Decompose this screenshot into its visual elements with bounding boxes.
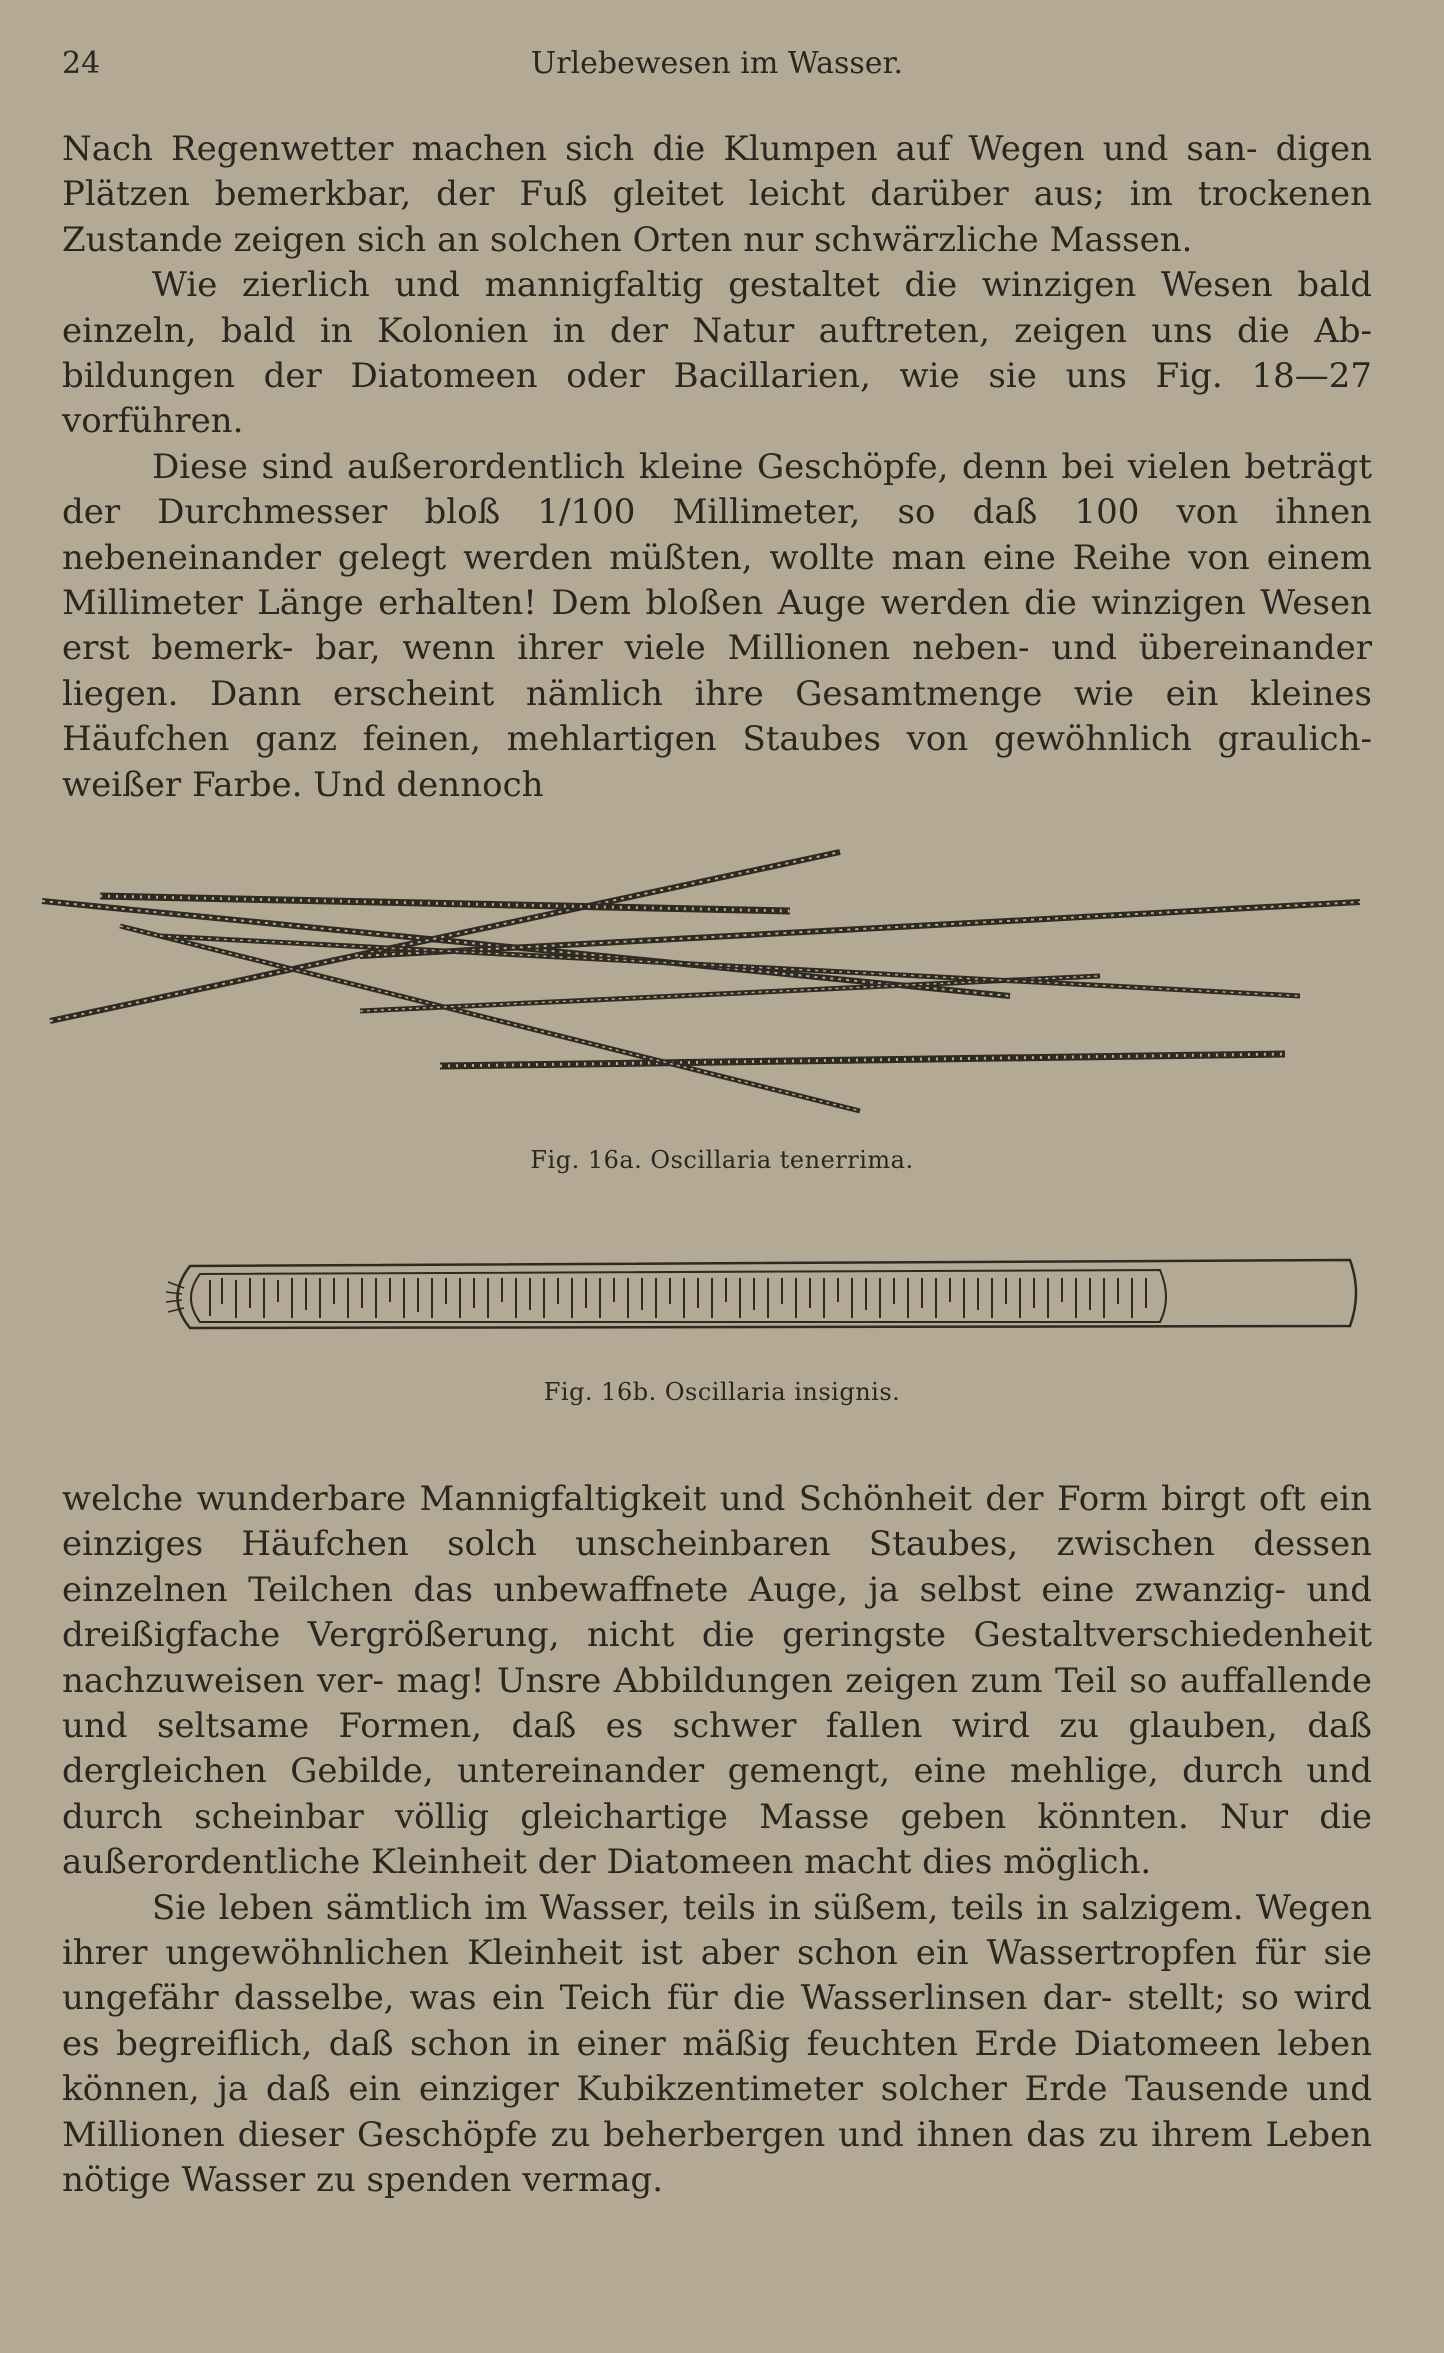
page-header [62,46,1372,86]
paragraph: Wie zierlich und mannigfaltig gestaltet die winzigen Wesen bald einzeln, bald in Kolonien in der Natur auftreten, zeigen uns die Ab- bildungen der Diatomeen oder Bacillarien, wie sie uns Fig. 18—27 vorführen. [62,265,1372,442]
oscillaria-filaments-illustration [0,836,1444,1126]
paragraph: Nach Regenwetter machen sich die Klumpen auf Wegen und san- digen Plätzen bemerkbar, der Fuß gleitet leicht darüber aus; im trockenen Zustande zeigen sich an solchen Orten nur schwärzliche Massen. [62,129,1372,260]
figure-caption: Fig. 16b. Oscillaria insignis. [543,1378,901,1406]
paragraph: Sie leben sämtlich im Wasser, teils in süßem, teils in salzigem. Wegen ihrer ungewöhnlichen Kleinheit ist aber schon ein Wassertropfen für sie ungefähr dasselbe, was ein Teich für die Wasserlinsen dar- stellt; so wird es begreiflich, daß schon in einer mäßig feuchten Erde Diatomeen leben können, ja daß ein einziger Kubikzentimeter solcher Erde Tausende und Millionen dieser Geschöpfe zu beherbergen und ihnen das zu ihrem Leben nötige Wasser zu spenden vermag. [62,1887,1372,2201]
paragraph: Diese sind außerordentlich kleine Geschöpfe, denn bei vielen beträgt der Durchmesser bloß 1/100 Millimeter, so daß 100 von ihnen nebeneinander gelegt werden müßten, wollte man eine Reihe von einem Millimeter Länge erhalten! Dem bloßen Auge werden die winzigen Wesen erst bemerk- bar, wenn ihrer viele Millionen neben- und übereinander liegen. Dann erscheint nämlich ihre Gesamtmenge wie ein kleines Häufchen ganz feinen, mehlartigen Staubes von gewöhnlich graulich-weißer Farbe. Und dennoch [62,446,1372,805]
text-block-bottom [62,1477,1372,2204]
text-block-top [62,127,1372,808]
figure-caption: Fig. 16a. Oscillaria tenerrima. [530,1146,914,1174]
paragraph: welche wunderbare Mannigfaltigkeit und Schönheit der Form birgt oft ein einziges Häufchen solch unscheinbaren Staubes, zwischen dessen einzelnen Teilchen das unbewaffnete Auge, ja selbst eine zwanzig- und dreißigfache Vergrößerung, nicht die geringste Gestaltverschiedenheit nachzuweisen ver- mag! Unsre Abbildungen zeigen zum Teil so auffallende und seltsame Formen, daß es schwer fallen wird zu glauben, daß dergleichen Gebilde, untereinander gemengt, eine mehlige, durch und durch scheinbar völlig gleichartige Masse geben könnten. Nur die außerordentliche Kleinheit der Diatomeen macht dies möglich. [62,1479,1372,1883]
running-head: Urlebewesen im Wasser. [530,46,904,81]
page-number: 24 [62,46,101,81]
oscillaria-single-filament-illustration [0,1238,1444,1348]
